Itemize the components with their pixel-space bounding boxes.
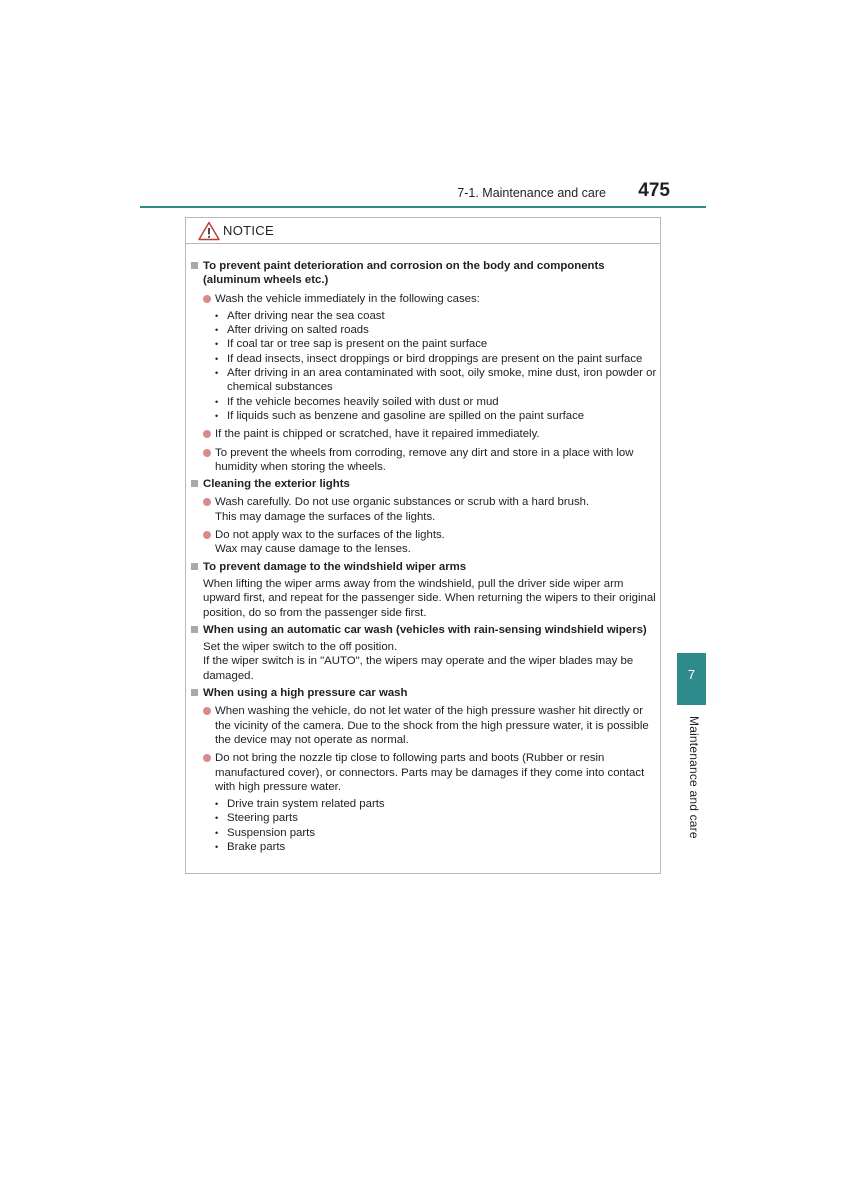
- pink-bullet-icon: [203, 498, 211, 506]
- list-item: • Brake parts: [190, 840, 658, 854]
- list-item: • If liquids such as benzene and gasoline are spilled on the paint surface: [190, 409, 658, 423]
- section-heading-carwash: When using an automatic car wash (vehicles with rain-sensing windshield wipers): [190, 623, 658, 637]
- chapter-number: 7: [687, 667, 696, 682]
- parts-list: [190, 797, 658, 854]
- list-item: Wash the vehicle immediately in the following cases:: [190, 292, 658, 306]
- list-item: • After driving on salted roads: [190, 323, 658, 337]
- chapter-label: Maintenance and care: [687, 716, 701, 839]
- list-item: Do not bring the nozzle tip close to following parts and boots (Rubber or resin manufactured cover), or connectors. Parts may be damages if they come into contact with high pressure water.: [190, 751, 658, 794]
- wash-cases-list: [190, 309, 658, 423]
- notice-box: [185, 217, 661, 874]
- list-item: Do not apply wax to the surfaces of the lights. Wax may cause damage to the lenses.: [190, 528, 658, 557]
- list-item: Wash carefully. Do not use organic substances or scrub with a hard brush. This may damage the surfaces of the lights.: [190, 495, 658, 524]
- warning-triangle-icon: [198, 221, 220, 241]
- section-heading-pressure: When using a high pressure car wash: [190, 686, 658, 700]
- section-heading-paint: To prevent paint deterioration and corrosion on the body and components (aluminum wheels etc.): [190, 259, 658, 288]
- section-heading-wiper: To prevent damage to the windshield wiper arms: [190, 560, 658, 574]
- paragraph: When lifting the wiper arms away from the windshield, pull the driver side wiper arm upward first, and repeat for the passenger side. When returning the wipers to their original position, do so from the passenger side first.: [203, 577, 656, 619]
- notice-header: [186, 218, 660, 244]
- pink-bullet-icon: [203, 531, 211, 539]
- header-rule: [140, 206, 706, 208]
- pink-bullet-icon: [203, 449, 211, 457]
- paragraph: Set the wiper switch to the off position. If the wiper switch is in "AUTO", the wipers may operate and the wiper blades may be damaged.: [203, 641, 634, 682]
- pink-bullet-icon: [203, 430, 211, 438]
- list-item: • If dead insects, insect droppings or bird droppings are present on the paint surface: [190, 352, 658, 366]
- list-item: • If the vehicle becomes heavily soiled with dust or mud: [190, 395, 658, 409]
- page-header: [140, 178, 706, 208]
- list-item: • Suspension parts: [190, 826, 658, 840]
- list-item: If the paint is chipped or scratched, have it repaired immediately.: [190, 427, 658, 441]
- list-item: • Steering parts: [190, 811, 658, 825]
- list-item: • After driving in an area contaminated with soot, oily smoke, mine dust, iron powder or chemical substances: [190, 366, 658, 395]
- list-item: • Drive train system related parts: [190, 797, 658, 811]
- list-item: • If coal tar or tree sap is present on the paint surface: [190, 337, 658, 351]
- section-title: 7-1. Maintenance and care: [457, 186, 606, 200]
- pink-bullet-icon: [203, 754, 211, 762]
- chapter-tab: [677, 653, 706, 705]
- list-item: When washing the vehicle, do not let water of the high pressure washer hit directly or the vicinity of the camera. Due to the shock from the high pressure water, it is possible the device may not operate as normal.: [190, 704, 658, 747]
- pink-bullet-icon: [203, 295, 211, 303]
- pink-bullet-icon: [203, 707, 211, 715]
- list-item: • After driving near the sea coast: [190, 309, 658, 323]
- notice-content: [190, 256, 658, 854]
- section-heading-lights: Cleaning the exterior lights: [190, 477, 658, 491]
- page-number: 475: [638, 180, 670, 201]
- notice-title: NOTICE: [223, 223, 274, 238]
- list-item: To prevent the wheels from corroding, remove any dirt and store in a place with low humidity when storing the wheels.: [190, 446, 658, 475]
